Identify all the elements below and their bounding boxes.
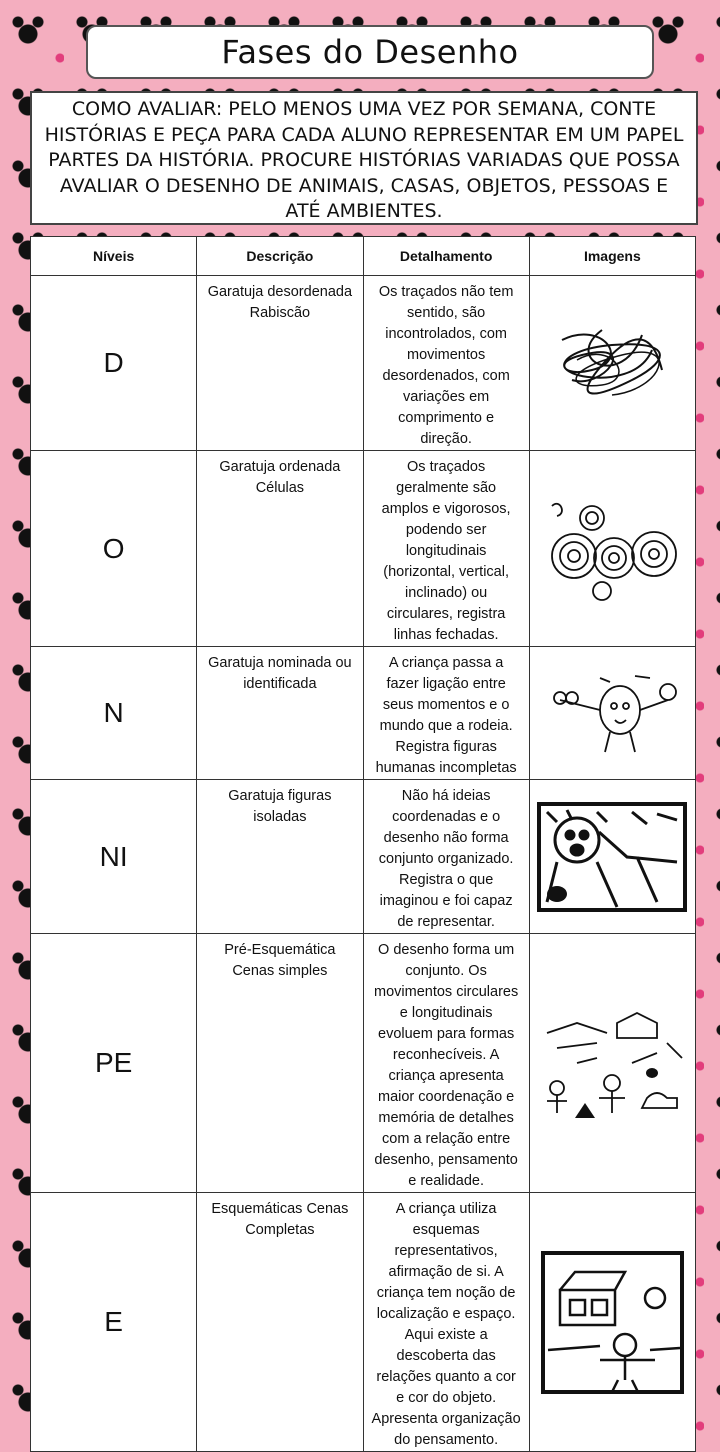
header-images: Imagens — [529, 237, 695, 276]
image-cell — [529, 451, 695, 647]
complete-scene-drawing — [540, 1250, 685, 1395]
description-cell: Esquemáticas Cenas Completas — [197, 1193, 363, 1452]
description-cell: Garatuja nominada ou identificada — [197, 647, 363, 780]
image-cell — [529, 780, 695, 934]
description-cell: Garatuja figuras isoladas — [197, 780, 363, 934]
level-cell: NI — [31, 780, 197, 934]
detail-cell: A criança utiliza esquemas representativos, afirmação de si. A criança tem noção de localização e espaço. Aqui existe a descoberta das relações quanto a cor e cor do objeto. Apresenta organização do pensamento. — [363, 1193, 529, 1452]
phases-table — [30, 236, 696, 1452]
description-cell: Garatuja desordenada Rabiscão — [197, 276, 363, 451]
image-cell — [529, 276, 695, 451]
level-cell: E — [31, 1193, 197, 1452]
level-cell: N — [31, 647, 197, 780]
table-row — [31, 1193, 696, 1452]
level-cell: O — [31, 451, 197, 647]
table-row — [31, 647, 696, 780]
intro-text: COMO AVALIAR: PELO MENOS UMA VEZ POR SEMANA, CONTE HISTÓRIAS E PEÇA PARA CADA ALUNO REPRESENTAR EM UM PAPEL PARTES DA HISTÓRIA. PROCURE HISTÓRIAS VARIADAS QUE POSSA AVALIAR O DESENHO DE ANIMAIS, CASAS, OBJETOS, PESSOAS E ATÉ AMBIENTES. — [30, 91, 698, 225]
table-header-row — [31, 237, 696, 276]
scribble-drawing — [542, 320, 682, 406]
detail-cell: Os traçados não tem sentido, são incontrolados, com movimentos desordenados, com variações em comprimento e direção. — [363, 276, 529, 451]
level-cell: PE — [31, 934, 197, 1193]
image-cell — [529, 934, 695, 1193]
header-detail: Detalhamento — [363, 237, 529, 276]
header-levels: Níveis — [31, 237, 197, 276]
image-cell — [529, 1193, 695, 1452]
image-cell — [529, 647, 695, 780]
description-cell: Pré-Esquemática Cenas simples — [197, 934, 363, 1193]
detail-cell: Não há ideias coordenadas e o desenho não forma conjunto organizado. Registra o que imaginou e foi capaz de representar. — [363, 780, 529, 934]
table-row — [31, 451, 696, 647]
simple-scene-drawing — [537, 1003, 687, 1123]
detail-cell: O desenho forma um conjunto. Os movimentos circulares e longitudinais evoluem para formas reconhecíveis. A criança apresenta maior coordenação e memória de detalhes com a relação entre desenho, pensamento e realidade. — [363, 934, 529, 1193]
table-row — [31, 276, 696, 451]
detail-cell: A criança passa a fazer ligação entre seus momentos e o mundo que a rodeia. Registra figuras humanas incompletas — [363, 647, 529, 780]
table-row — [31, 934, 696, 1193]
level-cell: D — [31, 276, 197, 451]
detail-cell: Os traçados geralmente são amplos e vigorosos, podendo ser longitudinais (horizontal, vertical, inclinado) ou circulares, registra linhas fechadas. — [363, 451, 529, 647]
description-cell: Garatuja ordenada Células — [197, 451, 363, 647]
isolated-figures-drawing — [537, 802, 687, 912]
table-row — [31, 780, 696, 934]
header-description: Descrição — [197, 237, 363, 276]
circles-drawing — [542, 496, 682, 601]
figures-drawing — [540, 670, 685, 756]
page-title: Fases do Desenho — [86, 25, 654, 79]
